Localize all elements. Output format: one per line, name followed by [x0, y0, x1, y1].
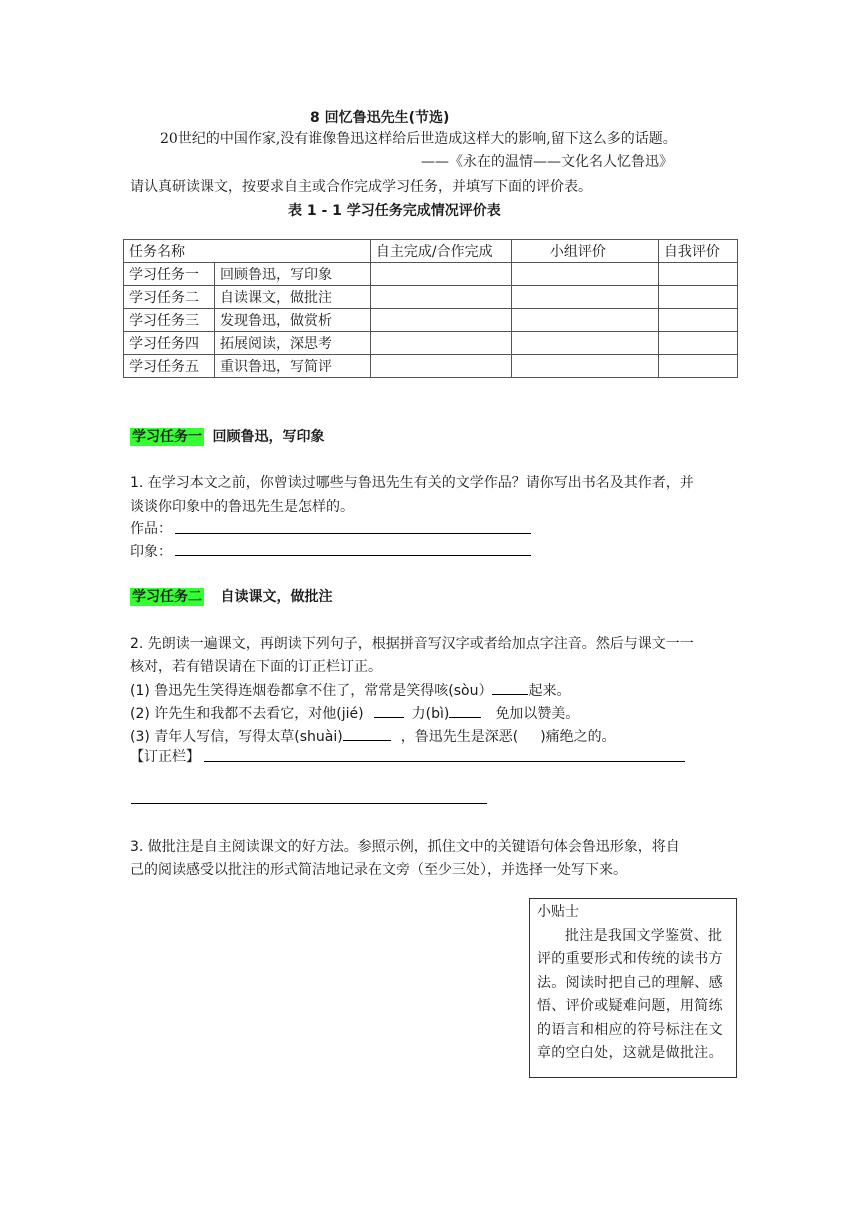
table-row — [124, 355, 738, 378]
group-eval-cell[interactable] — [511, 309, 658, 332]
question1-line1: 1. 在学习本文之前，你曾读过哪些与鲁迅先生有关的文学作品？请你写出书名及其作者，并 — [130, 475, 694, 491]
question3-line2: 己的阅读感受以批注的形式简洁地记录在文旁（至少三处），并选择一处写下来。 — [130, 862, 627, 878]
group-eval-cell[interactable] — [511, 286, 658, 309]
task-name-cell: 学习任务三 — [124, 309, 215, 332]
sentence-2-text: (2) 许先生和我都不去看它，对他(jié) — [130, 706, 364, 722]
task1-heading — [130, 426, 324, 446]
table-row — [124, 309, 738, 332]
tip-title: 小贴士 — [537, 904, 579, 920]
sentence-2-end: 免加以赞美。 — [495, 706, 580, 722]
completion-cell[interactable] — [370, 309, 511, 332]
completion-cell[interactable] — [370, 332, 511, 355]
sentence-3-middle: ，鲁迅先生是深恶( — [400, 729, 519, 745]
task-name-cell: 学习任务一 — [124, 263, 215, 286]
impression-answer-line[interactable] — [175, 555, 531, 556]
table-header-row — [124, 240, 738, 263]
question2-line2: 核对，若有错误请在下面的订正栏订正。 — [130, 659, 382, 675]
sentence-1 — [130, 678, 570, 700]
table-row — [124, 263, 738, 286]
evaluation-table — [123, 239, 738, 378]
self-eval-cell[interactable] — [658, 286, 737, 309]
sentence-3-text: (3) 青年人写信，写得太草(shuài) — [130, 729, 343, 745]
task-name-cell: 学习任务四 — [124, 332, 215, 355]
sentence-1-blank[interactable] — [492, 678, 528, 695]
sentence-2-blank-2[interactable] — [449, 701, 481, 718]
correction-line-2[interactable] — [131, 803, 487, 804]
tip-box — [529, 898, 737, 1078]
group-eval-cell[interactable] — [511, 332, 658, 355]
task-desc-cell: 重识鲁迅，写简评 — [215, 355, 371, 378]
task-name-cell: 学习任务五 — [124, 355, 215, 378]
group-eval-cell[interactable] — [511, 355, 658, 378]
epigraph: 20世纪的中国作家,没有谁像鲁迅这样给后世造成这样大的影响,留下这么多的话题。 — [160, 131, 677, 147]
correction-line-1[interactable] — [204, 761, 685, 762]
task-desc-cell: 拓展阅读，深思考 — [215, 332, 371, 355]
group-eval-cell[interactable] — [511, 263, 658, 286]
sentence-3-end: )痛绝之的。 — [540, 729, 616, 745]
tip-text: 批注是我国文学鉴赏、批评的重要形式和传统的读书方法。阅读时把自己的理解、感悟、评价或疑难问题，用简练的语言和相应的符号标注在文章的空白处，这就是做批注。 — [537, 927, 723, 1061]
sentence-1-text: (1) 鲁迅先生笑得连烟卷都拿不住了，常常是笑得咳(sòu） — [130, 683, 493, 699]
question2-line1: 2. 先朗读一遍课文，再朗读下列句子，根据拼音写汉字或者给加点字注音。然后与课文一一 — [130, 636, 694, 652]
task-desc-cell: 回顾鲁迅，写印象 — [215, 263, 371, 286]
instruction-text: 请认真研读课文，按要求自主或合作完成学习任务，并填写下面的评价表。 — [130, 179, 592, 195]
table-caption: 表 1 - 1 学习任务完成情况评价表 — [288, 203, 501, 219]
header-task-name: 任务名称 — [124, 240, 371, 263]
task-desc-cell: 自读课文，做批注 — [215, 286, 371, 309]
task-desc-cell: 发现鲁迅，做赏析 — [215, 309, 371, 332]
works-label: 作品： — [130, 521, 172, 537]
self-eval-cell[interactable] — [658, 263, 737, 286]
completion-cell[interactable] — [370, 263, 511, 286]
sentence-2-middle: 力(bì) — [411, 706, 450, 722]
impression-label: 印象： — [130, 544, 172, 560]
task2-label: 学习任务二 — [132, 589, 202, 605]
sentence-3 — [130, 724, 616, 746]
page-title: 8 回忆鲁迅先生(节选) — [310, 110, 450, 126]
works-answer-line[interactable] — [175, 533, 531, 534]
question1-line2: 谈谈你印象中的鲁迅先生是怎样的。 — [130, 499, 354, 515]
completion-cell[interactable] — [370, 286, 511, 309]
sentence-2 — [130, 701, 579, 723]
header-completion: 自主完成/合作完成 — [370, 240, 511, 263]
question3-line1: 3. 做批注是自主阅读课文的好方法。参照示例，抓住文中的关键语句体会鲁迅形象，将自 — [130, 839, 680, 855]
header-group-eval: 小组评价 — [511, 240, 658, 263]
sentence-1-end: 起来。 — [528, 683, 571, 699]
task2-title: 自读课文，做批注 — [220, 589, 333, 605]
epigraph-source: ——《永在的温情——文化名人忆鲁迅》 — [421, 154, 673, 170]
header-self-eval: 自我评价 — [658, 240, 737, 263]
self-eval-cell[interactable] — [658, 309, 737, 332]
table-row — [124, 332, 738, 355]
sentence-3-blank-1[interactable] — [343, 724, 391, 741]
task-name-cell: 学习任务二 — [124, 286, 215, 309]
table-row — [124, 286, 738, 309]
sentence-2-blank-1[interactable] — [374, 701, 404, 718]
task1-title: 回顾鲁迅，写印象 — [212, 429, 325, 445]
task2-heading — [130, 586, 332, 606]
correction-label: 【订正栏】 — [130, 749, 200, 765]
self-eval-cell[interactable] — [658, 355, 737, 378]
self-eval-cell[interactable] — [658, 332, 737, 355]
completion-cell[interactable] — [370, 355, 511, 378]
task1-label: 学习任务一 — [132, 429, 202, 445]
